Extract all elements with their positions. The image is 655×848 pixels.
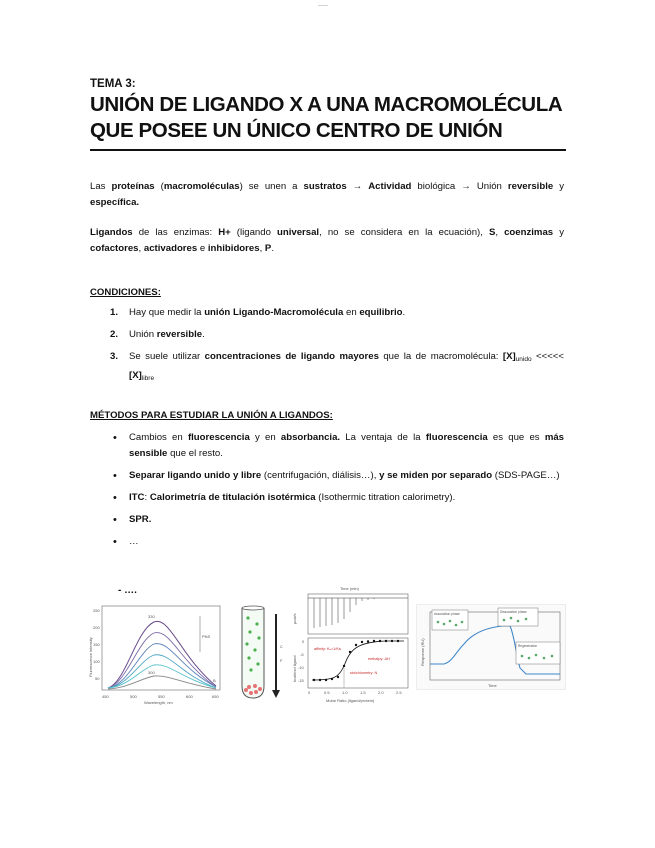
- list-item: • Separar ligando unido y libre (centrifugación, diálisis…), y se miden por separado (SDS-PAGE…): [113, 470, 560, 482]
- fluorescence-xlabel: Wavelength, nm: [144, 700, 173, 705]
- svg-text:F: F: [280, 658, 283, 663]
- svg-text:1.5: 1.5: [360, 690, 366, 695]
- header-mark: ___: [318, 0, 329, 6]
- bullet-icon: •: [113, 514, 117, 526]
- svg-text:250: 250: [93, 608, 100, 613]
- svg-text:1.0: 1.0: [342, 690, 348, 695]
- svg-text:Association phase: Association phase: [434, 612, 460, 616]
- condiciones-heading: CONDICIONES:: [90, 287, 161, 298]
- stoichiometry-label: stoichiometry: N: [350, 671, 378, 675]
- svg-text:-10: -10: [298, 665, 304, 670]
- svg-text:2.0: 2.0: [378, 690, 384, 695]
- list-item: 3. Se suele utilizar concentraciones de ligando mayores que la de macromolécula: $[X]_{unido}$ <<<<< $[X]_{libre}$: [110, 351, 565, 382]
- fluorescence-ylabel: Fluorescence intensity: [88, 637, 93, 677]
- svg-text:600: 600: [186, 694, 193, 699]
- title-underline: [90, 149, 566, 151]
- svg-text:0.5: 0.5: [324, 690, 330, 695]
- itc-bottom-frame: [308, 638, 408, 688]
- svg-text:100: 100: [93, 659, 100, 664]
- itc-peaks: [314, 598, 374, 628]
- fluorescence-figure: [88, 602, 230, 706]
- spr-xlabel: Time: [488, 683, 497, 688]
- itc-top-label: Time (min): [340, 586, 359, 591]
- list-item: • ITC: Calorimetría de titulación isotérmica (Isothermic titration calorimetry).: [113, 492, 456, 504]
- intro-paragraph: Las proteínas (macromoléculas) se unen a sustratos → Actividad biológica → Unión reversible y específica.: [90, 181, 564, 208]
- svg-text:0: 0: [308, 690, 311, 695]
- tube-outline: [242, 608, 264, 698]
- bullet-icon: •: [113, 492, 117, 504]
- svg-text:B: B: [213, 678, 216, 683]
- peak-top-label: 330: [148, 614, 155, 619]
- svg-text:0: 0: [302, 639, 305, 644]
- svg-text:Dissociation phase: Dissociation phase: [500, 610, 527, 614]
- enthalpy-label: enthalpy: ΔH: [368, 657, 390, 661]
- bullet-icon: •: [113, 432, 117, 444]
- svg-text:550: 550: [158, 694, 165, 699]
- list-item: • SPR.: [113, 514, 152, 526]
- itc-top-frame: [308, 594, 408, 634]
- svg-text:Regeneration: Regeneration: [518, 644, 538, 648]
- svg-text:650: 650: [212, 694, 219, 699]
- svg-text:200: 200: [93, 625, 100, 630]
- list-item: • …: [113, 536, 139, 548]
- condiciones-list: [90, 305, 564, 387]
- svg-text:-5: -5: [300, 652, 304, 657]
- itc-figure: [290, 584, 412, 706]
- svg-text:-15: -15: [298, 678, 304, 683]
- metodos-heading: MÉTODOS PARA ESTUDIAR LA UNIÓN A LIGANDOS:: [90, 410, 333, 421]
- affinity-label: affinity: Kₐ=1/Kᴅ: [314, 647, 341, 651]
- list-item: 2. Unión reversible.: [110, 329, 205, 340]
- list-item: 1. Hay que medir la unión Ligando-Macromolécula en equilibrio.: [110, 307, 406, 318]
- page-title: UNIÓN DE LIGANDO X A UNA MACROMOLÉCULA QUE POSEE UN ÚNICO CENTRO DE UNIÓN: [90, 93, 562, 142]
- spr-figure: [416, 604, 566, 690]
- bullet-icon: •: [113, 536, 117, 548]
- list-item: • Cambios en fluorescencia y en absorbancia. La ventaja de la fluorescencia es que es más sensible que el resto.: [113, 432, 565, 459]
- tube-figure: [236, 604, 286, 702]
- svg-text:150: 150: [93, 642, 100, 647]
- svg-text:500: 500: [130, 694, 137, 699]
- svg-text:kcal/mol ligand: kcal/mol ligand: [292, 655, 297, 682]
- bullet-icon: •: [113, 470, 117, 482]
- svg-text:Response (RU): Response (RU): [420, 638, 425, 666]
- dash-item: - ….: [118, 585, 137, 596]
- peak-bottom-label: 300: [148, 670, 155, 675]
- metodos-list: [90, 430, 564, 550]
- svg-text:450: 450: [102, 694, 109, 699]
- tema-label: TEMA 3:: [90, 78, 136, 90]
- itc-xlabel: Molar Ratio (ligand/protein): [326, 698, 375, 703]
- ligandos-paragraph: Ligandos de las enzimas: H+ (ligando universal, no se considera en la ecuación), S, coenzimas y cofactores, activadores e inhibidores, P.: [90, 227, 564, 254]
- svg-text:50: 50: [95, 676, 100, 681]
- svg-text:2.5: 2.5: [396, 690, 402, 695]
- svg-text:PNS: PNS: [202, 634, 211, 639]
- svg-text:C: C: [280, 644, 283, 649]
- svg-text:µcal/s: µcal/s: [292, 613, 297, 624]
